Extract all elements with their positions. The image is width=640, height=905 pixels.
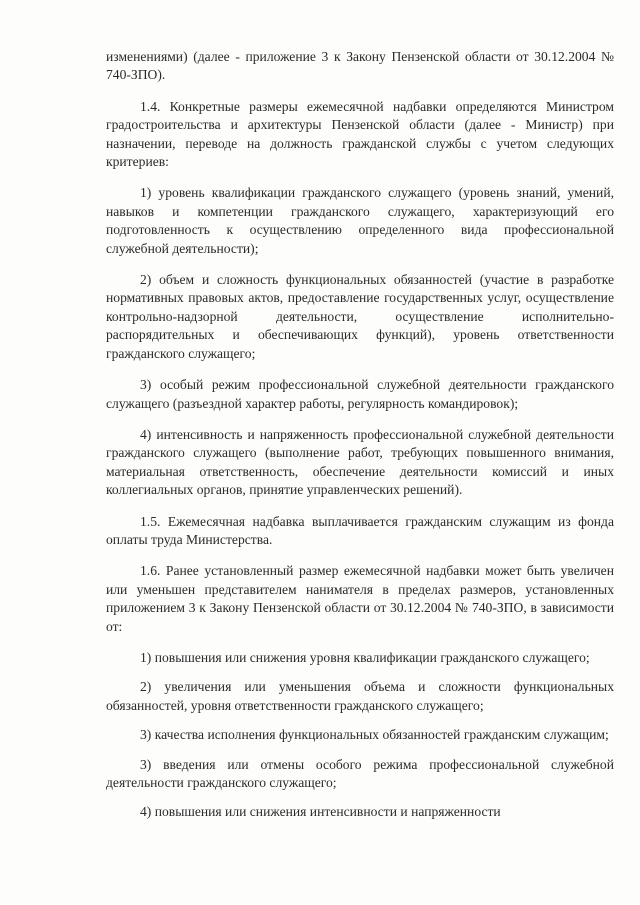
condition-2: 2) увеличения или уменьшения объема и сложности функциональных обязанностей, уровня ответственности гражданского служащего; (106, 679, 614, 713)
criterion-3: 3) особый режим профессиональной служебной деятельности гражданского служащего (разъездной характер работы, регулярность командировок); (106, 377, 614, 411)
condition-3: 3) качества исполнения функциональных обязанностей гражданским служащим; (140, 727, 609, 743)
condition-4: 4) повышения или снижения интенсивности и напряженности (140, 804, 501, 820)
criterion-1: 1) уровень квалификации гражданского служащего (уровень знаний, умений, навыков и компетенции гражданского служащего, характеризующий его подготовленность к осуществлению определенного вида профессиональной служебной деятельности); (106, 185, 614, 256)
criterion-2: 2) объем и сложность функциональных обязанностей (участие в разработке нормативных правовых актов, предоставление государственных услуг, осуществление контрольно-надзорной деятельности, осуществление исполнительно-распорядительных и обеспечивающих функций), уровень ответственности гражданского служащего; (106, 272, 614, 361)
criterion-4: 4) интенсивность и напряженность профессиональной служебной деятельности гражданского служащего (выполнение работ, требующих повышенного внимания, материальная ответственность, обеспечение деятельности комиссий и иных коллегиальных органов, принятие управленческих решений). (106, 426, 614, 498)
paragraph-continuation: изменениями) (далее - приложение 3 к Закону Пензенской области от 30.12.2004 № 740-ЗПО). (106, 49, 614, 83)
condition-3-dup: 3) введения или отмены особого режима профессиональной служебной деятельности гражданского служащего; (106, 756, 614, 790)
paragraph-1-5: 1.5. Ежемесячная надбавка выплачивается гражданским служащим из фонда оплаты труда Министерства. (106, 513, 614, 547)
document-body (106, 48, 614, 833)
paragraph-1-6: 1.6. Ранее установленный размер ежемесячной надбавки может быть увеличен или уменьшен представителем нанимателя в пределах размеров, установленных приложением 3 к Закону Пензенской области от 30.12.2004 № 740-ЗПО, в зависимости от: (106, 563, 614, 634)
condition-1: 1) повышения или снижения уровня квалификации гражданского служащего; (140, 649, 590, 665)
paragraph-1-4: 1.4. Конкретные размеры ежемесячной надбавки определяются Министром градостроительства и архитектуры Пензенской области (далее - Министр) при назначении, переводе на должность гражданской службы с учетом следующих критериев: (106, 98, 614, 170)
